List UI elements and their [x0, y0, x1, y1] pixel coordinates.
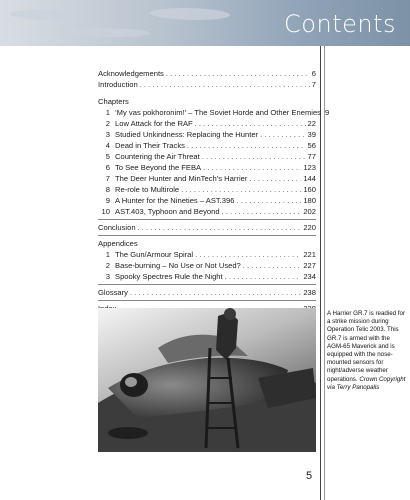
appendix-number: 1 [105, 250, 110, 259]
toc-entry-label: Spooky Spectres Rule the Night [115, 272, 223, 281]
banner-aircraft-graphic [150, 8, 230, 20]
divider [98, 300, 316, 301]
leader-dots [225, 271, 302, 282]
toc-entry[interactable] [98, 206, 316, 217]
chapter-number: 3 [105, 130, 110, 139]
caption-text: A Harrier GR.7 is readied for a strike mission during Operation Telic 2003. This GR.7 is armed with the AGM-65 Maverick and is equipped with the nose-mounted sensors for night/adverse weather operations. [327, 310, 406, 383]
toc-entry[interactable] [98, 184, 316, 195]
divider [98, 219, 316, 220]
toc-entry-label: Re-role to Multirole [115, 185, 180, 194]
toc-entry-page: 238 [303, 288, 316, 297]
toc-entry-label: Low Attack for the RAF [115, 119, 193, 128]
leader-dots [181, 184, 301, 195]
toc-entry[interactable] [98, 287, 316, 298]
leader-dots [243, 260, 302, 271]
chapter-number: 5 [105, 152, 110, 161]
header-banner [0, 0, 410, 46]
toc-entry-label: The Deer Hunter and MinTech’s Harrier [115, 174, 248, 183]
caption-credit: Crown Copyright via Terry Panopalis [327, 375, 406, 391]
toc-entry[interactable] [98, 222, 316, 233]
appendix-number: 3 [105, 272, 110, 281]
photo-caption [327, 310, 407, 392]
toc-entry[interactable] [98, 195, 316, 206]
toc-entry-page: 227 [303, 261, 316, 270]
section-heading-label: Chapters [98, 97, 129, 106]
section-heading-appendices [98, 238, 316, 249]
toc-entry-page: 160 [303, 185, 316, 194]
table-of-contents [98, 68, 330, 314]
toc-entry[interactable] [98, 118, 316, 129]
toc-entry-page: 9 [324, 108, 330, 117]
chapter-number: 6 [105, 163, 110, 172]
toc-entry-page: 220 [303, 223, 316, 232]
chapter-number: 9 [105, 196, 110, 205]
toc-entry-page: 56 [307, 141, 316, 150]
chapter-number: 8 [105, 185, 110, 194]
divider [98, 235, 316, 236]
chapter-number: 7 [105, 174, 110, 183]
divider [98, 284, 316, 285]
toc-entry-label: The Gun/Armour Spiral [115, 250, 194, 259]
toc-entry[interactable] [98, 173, 316, 184]
leader-dots [260, 129, 305, 140]
toc-entry-page: 234 [303, 272, 316, 281]
toc-entry-label: A Hunter for the Nineties – AST.396 [115, 196, 235, 205]
toc-entry[interactable] [98, 249, 316, 260]
toc-entry[interactable] [98, 260, 316, 271]
chapter-number: 1 [105, 108, 110, 117]
harrier-aircraft-image [98, 308, 316, 452]
page-title: Contents [284, 10, 396, 38]
leader-dots [195, 249, 301, 260]
toc-entry-label: ‘My vas pokhoronim!’ – The Soviet Horde and Other Enemies [115, 108, 321, 117]
toc-entry-label: Dead in Their Tracks [115, 141, 185, 150]
leader-dots [249, 173, 301, 184]
banner-aircraft-graphic [60, 28, 150, 37]
leader-dots [202, 151, 306, 162]
toc-entry-label: Acknowledgements [98, 69, 164, 78]
banner-aircraft-graphic [10, 10, 80, 20]
toc-entry-page: 180 [303, 196, 316, 205]
toc-entry-page: 144 [303, 174, 316, 183]
toc-entry-label: Glossary [98, 288, 128, 297]
toc-entry-label: Base-burning – No Use or Not Used? [115, 261, 241, 270]
leader-dots [195, 118, 306, 129]
toc-entry[interactable] [98, 151, 316, 162]
leader-dots [203, 162, 301, 173]
toc-entry-page: 7 [311, 80, 316, 89]
leader-dots [166, 68, 310, 79]
harrier-photo [98, 308, 316, 452]
toc-entry[interactable] [98, 107, 330, 118]
leader-dots [138, 222, 302, 233]
toc-entry[interactable] [98, 129, 316, 140]
leader-dots [140, 79, 310, 90]
leader-dots [130, 287, 301, 298]
appendix-number: 2 [105, 261, 110, 270]
toc-entry-page: 77 [307, 152, 316, 161]
toc-entry-page: 202 [303, 207, 316, 216]
toc-entry-label: Introduction [98, 80, 138, 89]
toc-entry[interactable] [98, 162, 316, 173]
toc-entry-label: AST.403, Typhoon and Beyond [115, 207, 220, 216]
toc-entry-label: Countering the Air Threat [115, 152, 200, 161]
section-heading-label: Appendices [98, 239, 138, 248]
toc-entry-label: Conclusion [98, 223, 136, 232]
toc-entry-page: 39 [307, 130, 316, 139]
leader-dots [187, 140, 306, 151]
chapter-number: 4 [105, 141, 110, 150]
toc-entry[interactable] [98, 140, 316, 151]
toc-entry[interactable] [98, 271, 316, 282]
page-number: 5 [306, 470, 313, 482]
leader-dots [236, 195, 301, 206]
section-heading-chapters [98, 96, 316, 107]
toc-entry-label: Studied Unkindness: Replacing the Hunter [115, 130, 259, 139]
leader-dots [222, 206, 302, 217]
toc-entry-label: To See Beyond the FEBA [115, 163, 202, 172]
toc-entry[interactable] [98, 79, 316, 90]
toc-entry-page: 221 [303, 250, 316, 259]
toc-entry[interactable] [98, 68, 316, 79]
chapter-number: 2 [105, 119, 110, 128]
toc-entry-page: 22 [307, 119, 316, 128]
chapter-number: 10 [101, 207, 110, 216]
toc-entry-page: 123 [303, 163, 316, 172]
toc-entry-page: 6 [311, 69, 316, 78]
